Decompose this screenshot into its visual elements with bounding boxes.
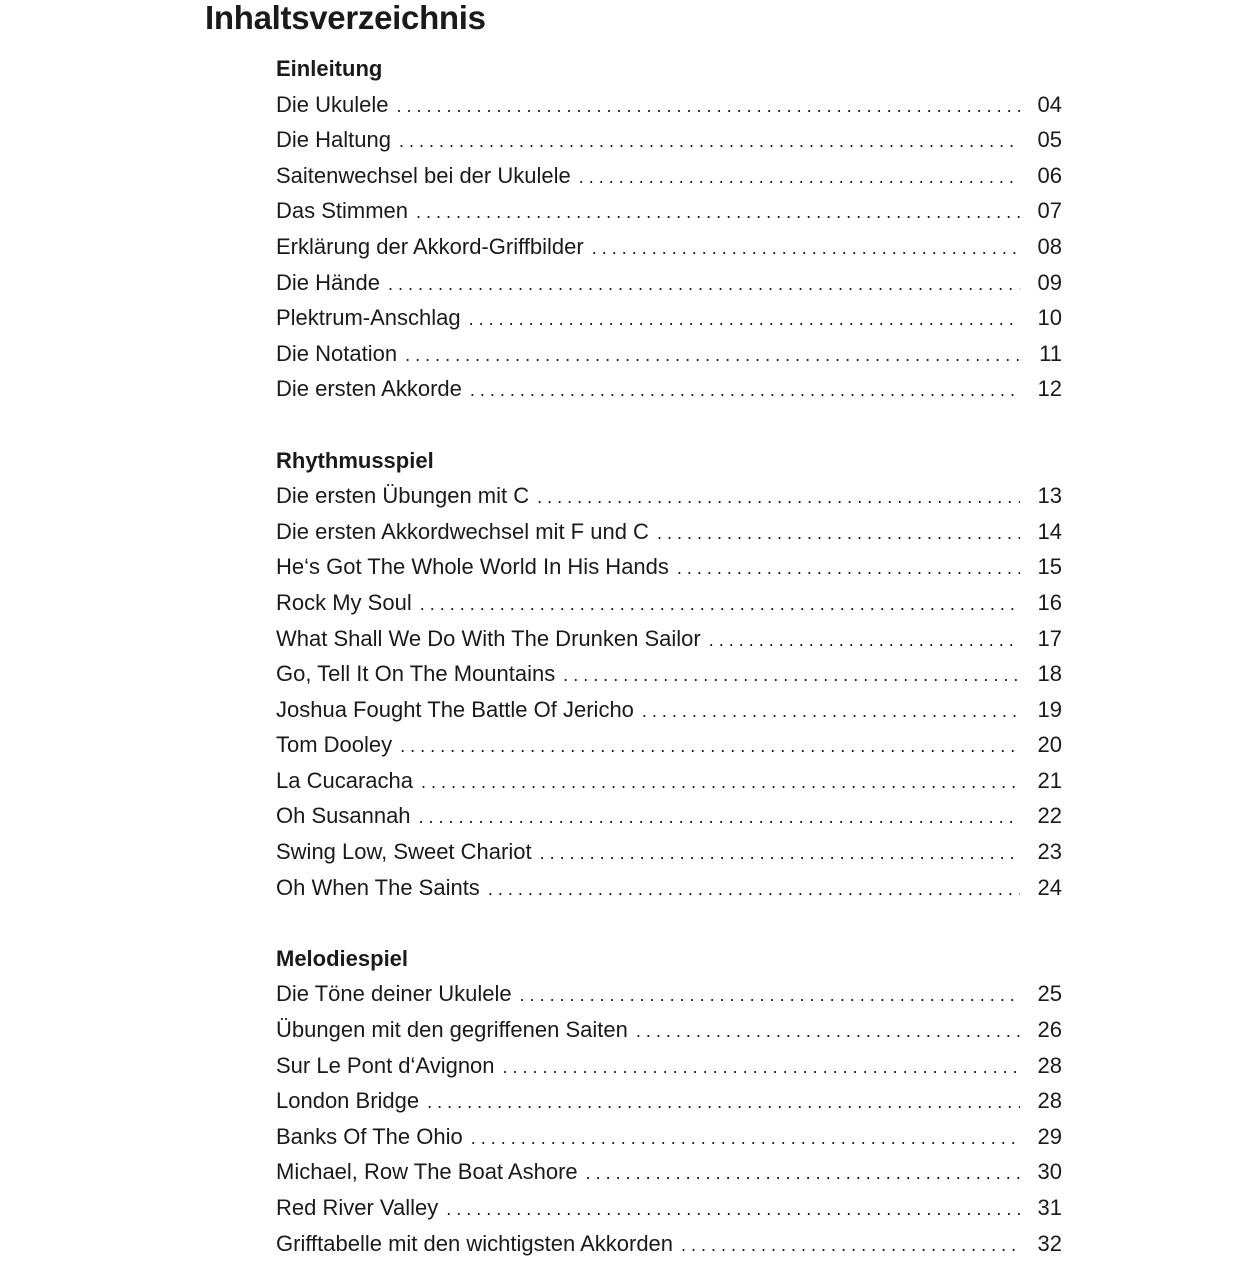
entry-page-number: 28 (1037, 1052, 1062, 1078)
dot-leader (488, 872, 1020, 908)
table-of-contents (276, 51, 1062, 1261)
entry-page-number: 14 (1037, 518, 1062, 544)
toc-entry (276, 763, 1062, 799)
entry-title: He‘s Got The Whole World In His Hands (276, 554, 669, 580)
dot-leader (586, 1156, 1020, 1192)
entry-page-number: 04 (1037, 91, 1062, 117)
entry-title: Rock My Soul (276, 589, 412, 615)
entry-page-number: 30 (1037, 1159, 1062, 1185)
dot-leader (388, 267, 1020, 303)
entry-page-number: 11 (1039, 340, 1062, 366)
entry-title: Michael, Row The Boat Ashore (276, 1159, 578, 1185)
toc-entry (276, 336, 1062, 372)
dot-leader (400, 729, 1020, 765)
entry-title: Saitenwechsel bei der Ukulele (276, 162, 571, 188)
entry-title: Swing Low, Sweet Chariot (276, 839, 532, 865)
entry-page-number: 22 (1037, 803, 1062, 829)
dot-leader (537, 480, 1020, 516)
toc-entry (276, 371, 1062, 407)
entry-page-number: 10 (1037, 305, 1062, 331)
toc-section-einleitung (276, 51, 1062, 407)
page-title: Inhaltsverzeichnis (205, 0, 486, 36)
toc-entry (276, 229, 1062, 265)
toc-entry (276, 1226, 1062, 1262)
dot-leader (503, 1050, 1020, 1086)
entry-title: Plektrum-Anschlag (276, 305, 461, 331)
toc-list (276, 478, 1062, 905)
dot-leader (681, 1228, 1020, 1263)
entry-page-number: 08 (1037, 233, 1062, 259)
entry-title: Tom Dooley (276, 732, 393, 758)
entry-page-number: 09 (1037, 269, 1062, 295)
dot-leader (677, 551, 1020, 587)
entry-page-number: 20 (1037, 732, 1062, 758)
toc-entry (276, 727, 1062, 763)
dot-leader (419, 800, 1020, 836)
dot-leader (520, 978, 1020, 1014)
toc-entry (276, 1119, 1062, 1155)
toc-entry (276, 158, 1062, 194)
dot-leader (420, 587, 1020, 623)
toc-section-melodiespiel (276, 941, 1062, 1261)
toc-entry (276, 122, 1062, 158)
entry-page-number: 17 (1037, 625, 1062, 651)
section-heading: Rhythmusspiel (276, 447, 434, 473)
toc-entry (276, 1083, 1062, 1119)
dot-leader (469, 302, 1020, 338)
dot-leader (427, 1085, 1020, 1121)
toc-entry (276, 549, 1062, 585)
entry-title: Übungen mit den gegriffenen Saiten (276, 1017, 628, 1043)
entry-title: Oh Susannah (276, 803, 411, 829)
entry-title: Die ersten Übungen mit C (276, 483, 530, 509)
toc-entry (276, 834, 1062, 870)
toc-entry (276, 1012, 1062, 1048)
entry-title: Die ersten Akkorde (276, 376, 462, 402)
entry-page-number: 16 (1037, 589, 1062, 615)
entry-page-number: 28 (1037, 1088, 1062, 1114)
toc-entry (276, 87, 1062, 123)
toc-entry (276, 585, 1062, 621)
toc-entry (276, 193, 1062, 229)
dot-leader (563, 658, 1020, 694)
entry-page-number: 06 (1037, 162, 1062, 188)
toc-list (276, 87, 1062, 407)
toc-entry (276, 1154, 1062, 1190)
entry-page-number: 24 (1037, 874, 1062, 900)
entry-title: Die Töne deiner Ukulele (276, 981, 512, 1007)
entry-page-number: 05 (1037, 127, 1062, 153)
entry-page-number: 12 (1037, 376, 1062, 402)
entry-page-number: 21 (1037, 767, 1062, 793)
entry-title: Joshua Fought The Battle Of Jericho (276, 696, 634, 722)
entry-page-number: 23 (1037, 839, 1062, 865)
entry-title: Die Ukulele (276, 91, 389, 117)
dot-leader (446, 1192, 1020, 1228)
dot-leader (397, 89, 1021, 125)
dot-leader (657, 516, 1020, 552)
entry-title: Banks Of The Ohio (276, 1123, 463, 1149)
entry-title: Sur Le Pont d‘Avignon (276, 1052, 495, 1078)
toc-entry (276, 976, 1062, 1012)
section-heading: Einleitung (276, 56, 383, 81)
toc-entry (276, 300, 1062, 336)
dot-leader (416, 195, 1020, 231)
dot-leader (421, 765, 1020, 801)
entry-title: Go, Tell It On The Mountains (276, 661, 556, 687)
toc-entry (276, 478, 1062, 514)
toc-entry (276, 621, 1062, 657)
entry-title: Die ersten Akkordwechsel mit F und C (276, 518, 649, 544)
entry-page-number: 15 (1037, 554, 1062, 580)
entry-page-number: 29 (1037, 1123, 1062, 1149)
section-heading: Melodiespiel (276, 945, 409, 971)
entry-title: Oh When The Saints (276, 874, 480, 900)
entry-page-number: 32 (1037, 1230, 1062, 1256)
toc-entry (276, 265, 1062, 301)
entry-title: Die Haltung (276, 127, 391, 153)
entry-page-number: 31 (1037, 1195, 1062, 1220)
entry-title: Grifftabelle mit den wichtigsten Akkorden (276, 1230, 674, 1256)
dot-leader (636, 1014, 1020, 1050)
dot-leader (471, 1121, 1020, 1157)
toc-entry (276, 656, 1062, 692)
toc-entry (276, 514, 1062, 550)
toc-entry (276, 870, 1062, 906)
dot-leader (579, 160, 1020, 196)
entry-page-number: 13 (1037, 483, 1062, 509)
dot-leader (405, 338, 1020, 374)
entry-title: Erklärung der Akkord-Griffbilder (276, 233, 584, 259)
entry-title: Die Notation (276, 340, 398, 366)
entry-page-number: 19 (1037, 696, 1062, 722)
entry-page-number: 26 (1037, 1017, 1062, 1043)
toc-section-rhythmusspiel (276, 443, 1062, 906)
entry-page-number: 18 (1037, 661, 1062, 687)
toc-entry (276, 1048, 1062, 1084)
entry-page-number: 25 (1037, 981, 1062, 1007)
toc-entry (276, 1190, 1062, 1226)
dot-leader (470, 373, 1020, 409)
dot-leader (642, 694, 1020, 730)
dot-leader (399, 124, 1020, 160)
dot-leader (709, 623, 1020, 659)
entry-title: Die Hände (276, 269, 380, 295)
toc-entry (276, 798, 1062, 834)
dot-leader (592, 231, 1020, 267)
entry-title: La Cucaracha (276, 767, 413, 793)
toc-list (276, 976, 1062, 1261)
entry-title: Red River Valley (276, 1195, 439, 1220)
entry-title: London Bridge (276, 1088, 420, 1114)
toc-entry (276, 692, 1062, 728)
entry-title: What Shall We Do With The Drunken Sailor (276, 625, 701, 651)
dot-leader (540, 836, 1020, 872)
entry-title: Das Stimmen (276, 198, 409, 224)
entry-page-number: 07 (1037, 198, 1062, 224)
